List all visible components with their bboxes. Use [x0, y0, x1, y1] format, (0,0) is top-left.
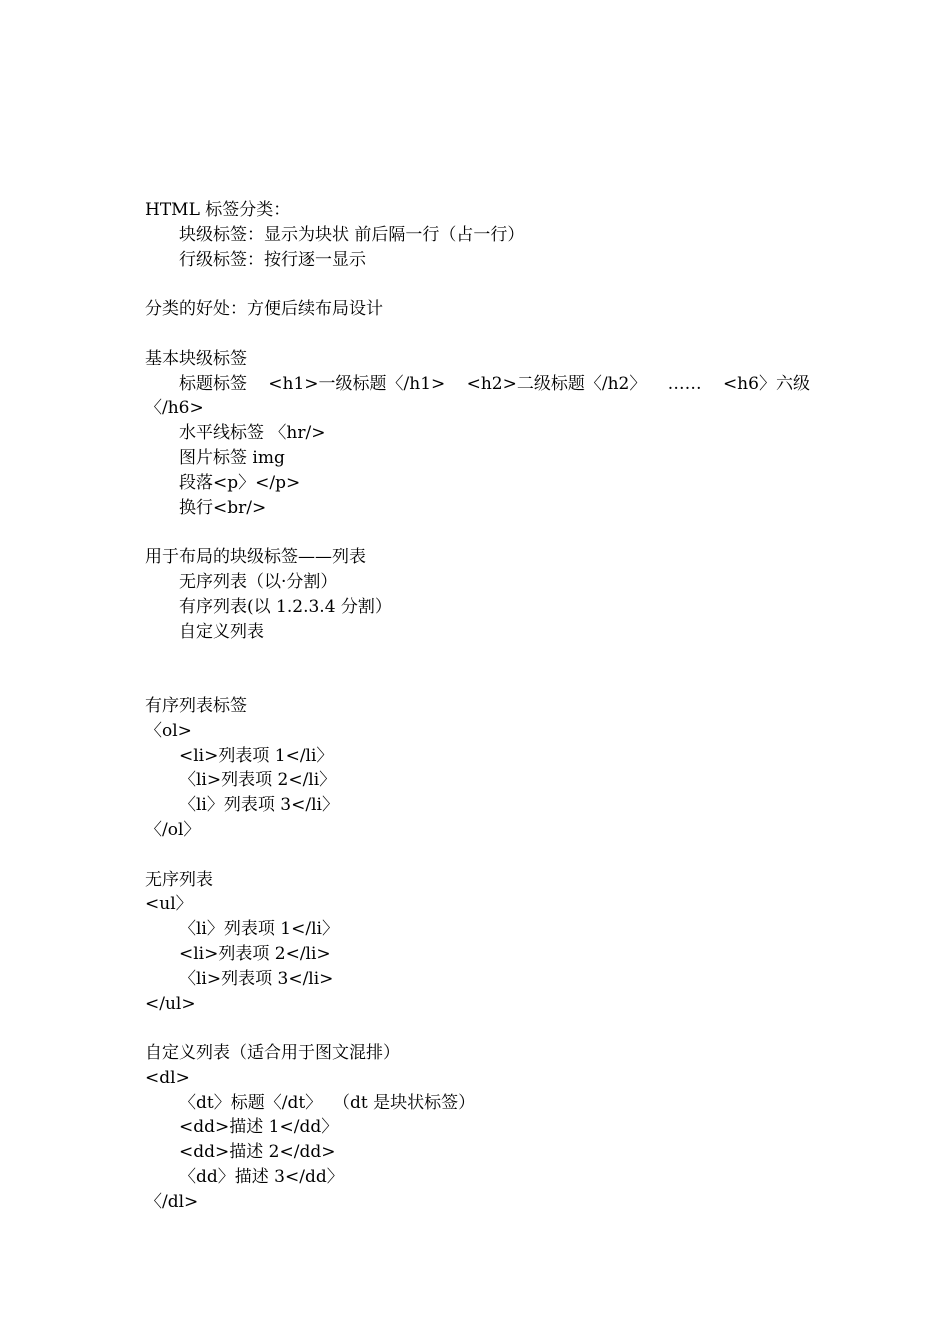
blank-line: [145, 322, 810, 347]
indented-text-line: 行级标签：按行逐一显示: [179, 249, 366, 270]
text-line: 〈ol>: [145, 720, 192, 741]
indented-text-line: 无序列表（以·分割）: [179, 571, 338, 592]
text-line: HTML 标签分类：: [145, 200, 291, 220]
indented-text-line: 图片标签 img: [179, 447, 285, 468]
justified-word: 标题标签: [179, 373, 247, 394]
justified-text-line: [145, 372, 810, 397]
justified-word: ……: [667, 373, 702, 394]
text-line: 无序列表: [145, 869, 213, 890]
justified-word: <h6〉六级: [722, 373, 810, 394]
text-line: 〈/dl>: [145, 1191, 199, 1212]
justified-word: <h1>一级标题〈/h1>: [268, 373, 446, 394]
indented-text-line: 〈li>列表项 2</li〉: [179, 770, 337, 791]
indented-text-line: <dd>描述 1</dd〉: [179, 1117, 339, 1138]
text-line: 〈/h6>: [145, 398, 204, 419]
indented-text-line: 〈li〉列表项 1</li〉: [179, 919, 339, 940]
blank-line: [145, 843, 810, 868]
text-line: </ul>: [145, 993, 196, 1014]
blank-line: [145, 1016, 810, 1041]
justified-word: <h2>二级标题〈/h2〉: [466, 373, 647, 394]
indented-text-line: <li>列表项 1</li〉: [179, 745, 334, 766]
indented-text-line: 〈li>列表项 3</li>: [179, 968, 334, 989]
indented-text-line: 块级标签：显示为块状 前后隔一行（占一行）: [179, 224, 525, 245]
indented-text-line: 〈dd〉描述 3</dd〉: [179, 1167, 344, 1188]
document-body: [145, 198, 810, 1215]
blank-line: [145, 644, 810, 669]
indented-text-line: 〈li〉列表项 3</li〉: [179, 795, 339, 816]
indented-text-line: 水平线标签 〈hr/>: [179, 423, 326, 444]
indented-text-line: 有序列表(以 1.2.3.4 分割）: [179, 596, 392, 617]
blank-line: [145, 272, 810, 297]
indented-text-line: <dd>描述 2</dd>: [179, 1142, 336, 1163]
text-line: 自定义列表（适合用于图文混排）: [145, 1043, 400, 1064]
blank-line: [145, 669, 810, 694]
text-line: 用于布局的块级标签——列表: [145, 547, 366, 568]
text-line: <ul〉: [145, 894, 193, 915]
blank-line: [145, 520, 810, 545]
text-line: 〈/ol〉: [145, 819, 201, 840]
indented-text-line: 段落<p〉</p>: [179, 472, 301, 493]
indented-text-line: 自定义列表: [179, 621, 264, 642]
indented-text-line: 〈dt〉标题〈/dt〉 （dt 是块状标签）: [179, 1092, 476, 1113]
text-line: 分类的好处：方便后续布局设计: [145, 299, 383, 320]
indented-text-line: 换行<br/>: [179, 497, 267, 518]
text-line: 基本块级标签: [145, 348, 247, 369]
text-line: 有序列表标签: [145, 695, 247, 716]
indented-text-line: <li>列表项 2</li>: [179, 943, 331, 964]
text-line: <dl>: [145, 1067, 190, 1088]
